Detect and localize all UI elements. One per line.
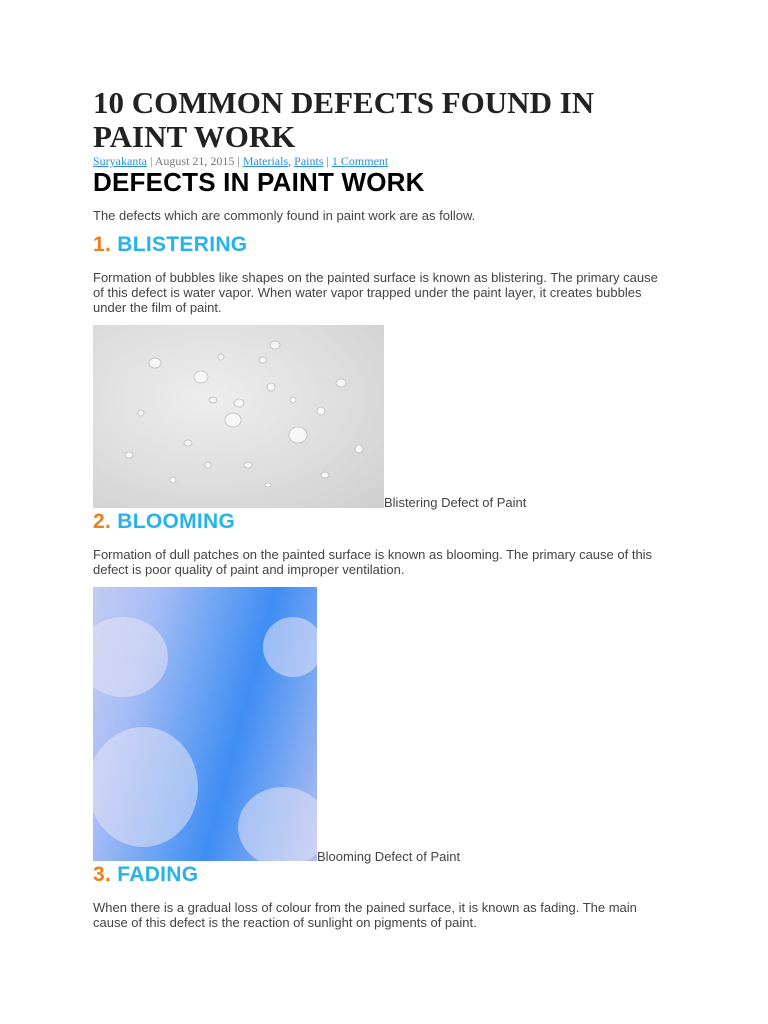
blistering-caption: Blistering Defect of Paint xyxy=(384,495,527,510)
section-heading-blooming xyxy=(93,510,235,534)
section-title: BLISTERING xyxy=(117,233,248,256)
section-heading-fading xyxy=(93,863,198,887)
section-paragraph-fading: When there is a gradual loss of colour from the pained surface, it is known as fading. The main cause of this defect is the reaction of sunlight on pigments of paint. xyxy=(93,900,637,930)
main-heading: DEFECTS IN PAINT WORK xyxy=(93,167,425,197)
post-date: August 21, 2015 xyxy=(154,154,235,168)
meta-separator: | xyxy=(146,154,155,168)
intro-paragraph: The defects which are commonly found in paint work are as follow. xyxy=(93,208,476,223)
section-paragraph-blooming: Formation of dull patches on the painted surface is known as blooming. The primary cause of this defect is poor quality of paint and improper ventilation. xyxy=(93,547,653,577)
meta-separator: | xyxy=(323,154,332,168)
section-number: 1. xyxy=(93,233,112,256)
blister-bubbles-graphic xyxy=(93,325,384,508)
article-title: 10 COMMON DEFECTS FOUND IN PAINT WORK xyxy=(93,85,595,154)
blooming-clouds-graphic xyxy=(93,587,317,861)
section-title: FADING xyxy=(117,863,199,886)
author-link[interactable]: Suryakanta xyxy=(93,154,147,168)
blooming-caption: Blooming Defect of Paint xyxy=(317,849,461,864)
section-number: 2. xyxy=(93,510,112,533)
comments-link[interactable]: 1 Comment xyxy=(331,154,389,168)
category-link-materials[interactable]: Materials xyxy=(242,154,289,168)
category-link-paints[interactable]: Paints xyxy=(294,154,324,168)
section-heading-blistering xyxy=(93,233,247,257)
section-title: BLOOMING xyxy=(117,510,236,533)
blistering-image xyxy=(93,325,384,508)
blooming-image xyxy=(93,587,317,861)
meta-separator: | xyxy=(234,154,243,168)
section-paragraph-blistering: Formation of bubbles like shapes on the painted surface is known as blistering. The primary cause of this defect is water vapor. When water vapor trapped under the paint layer, it creates bubbles under the film of paint. xyxy=(93,270,658,315)
section-number: 3. xyxy=(93,863,112,886)
meta-comma: , xyxy=(288,154,295,168)
